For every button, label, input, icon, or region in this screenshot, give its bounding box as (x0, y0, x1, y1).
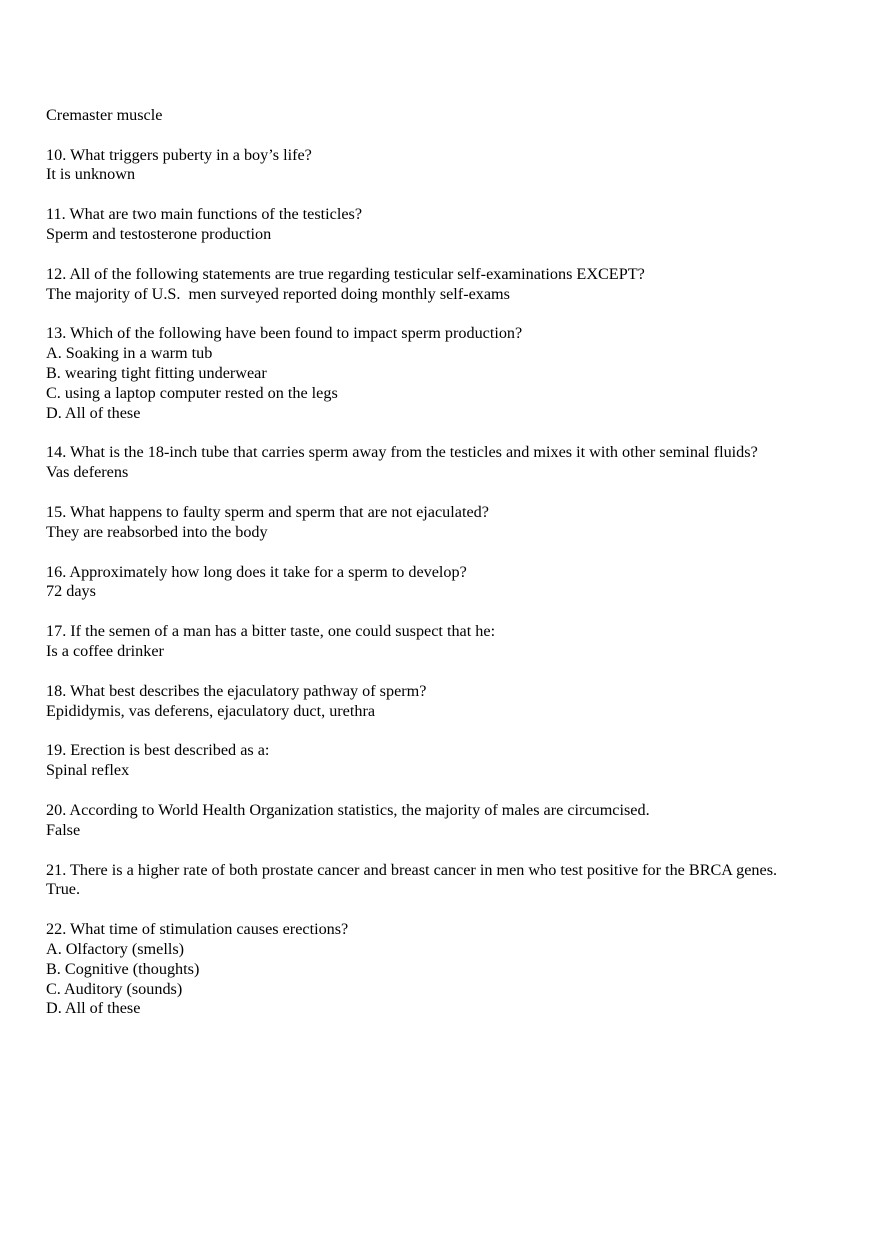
question-text: 17. If the semen of a man has a bitter taste, one could suspect that he: (46, 622, 496, 641)
question-block-20 (46, 801, 846, 841)
question-text: 14. What is the 18-inch tube that carries sperm away from the testicles and mixes it with other seminal fluids? (46, 443, 758, 462)
question-text: 18. What best describes the ejaculatory pathway of sperm? (46, 681, 427, 700)
answer-text: Vas deferens (46, 463, 129, 482)
question-block-22 (46, 920, 846, 1019)
question-text: 16. Approximately how long does it take for a sperm to develop? (46, 562, 467, 581)
question-text: 22. What time of stimulation causes erections? (46, 920, 349, 939)
answer-option: C. using a laptop computer rested on the legs (46, 383, 338, 402)
question-text: 11. What are two main functions of the testicles? (46, 205, 363, 224)
answer-text: The majority of U.S. men surveyed reported doing monthly self-exams (46, 284, 510, 303)
question-block-11 (46, 205, 846, 245)
answer-text: It is unknown (46, 165, 136, 184)
answer-option: A. Soaking in a warm tub (46, 344, 213, 363)
question-text: 20. According to World Health Organization statistics, the majority of males are circumcised. (46, 800, 650, 819)
question-block-15 (46, 503, 846, 543)
answer-text: 72 days (46, 582, 96, 601)
question-block-12 (46, 265, 846, 305)
intro-answer: Cremaster muscle (46, 106, 163, 124)
question-text: 13. Which of the following have been found to impact sperm production? (46, 324, 523, 343)
question-text: 19. Erection is best described as a: (46, 741, 270, 760)
answer-option: D. All of these (46, 999, 141, 1018)
answer-text: True. (46, 880, 81, 899)
answer-text: Spinal reflex (46, 761, 130, 780)
answer-text: Is a coffee drinker (46, 641, 164, 660)
answer-text: They are reabsorbed into the body (46, 522, 268, 541)
question-text: 10. What triggers puberty in a boy’s life? (46, 145, 312, 164)
answer-text: Epididymis, vas deferens, ejaculatory duct, urethra (46, 701, 376, 720)
question-block-14 (46, 443, 846, 483)
question-block-13 (46, 324, 846, 423)
question-block-21 (46, 861, 846, 901)
question-text: 15. What happens to faulty sperm and sperm that are not ejaculated? (46, 502, 489, 521)
question-block-19 (46, 741, 846, 781)
document-page (46, 106, 846, 1039)
question-block-17 (46, 622, 846, 662)
answer-text: False (46, 820, 81, 839)
question-text: 21. There is a higher rate of both prostate cancer and breast cancer in men who test positive for the BRCA genes. (46, 860, 778, 879)
answer-text: Sperm and testosterone production (46, 224, 272, 243)
answer-option: A. Olfactory (smells) (46, 939, 185, 958)
answer-option: B. Cognitive (thoughts) (46, 959, 200, 978)
question-block-16 (46, 563, 846, 603)
answer-option: C. Auditory (sounds) (46, 979, 183, 998)
question-block-10 (46, 146, 846, 186)
question-text: 12. All of the following statements are true regarding testicular self-examinations EXCEPT? (46, 264, 645, 283)
answer-option: D. All of these (46, 403, 141, 422)
answer-option: B. wearing tight fitting underwear (46, 363, 267, 382)
question-block-18 (46, 682, 846, 722)
